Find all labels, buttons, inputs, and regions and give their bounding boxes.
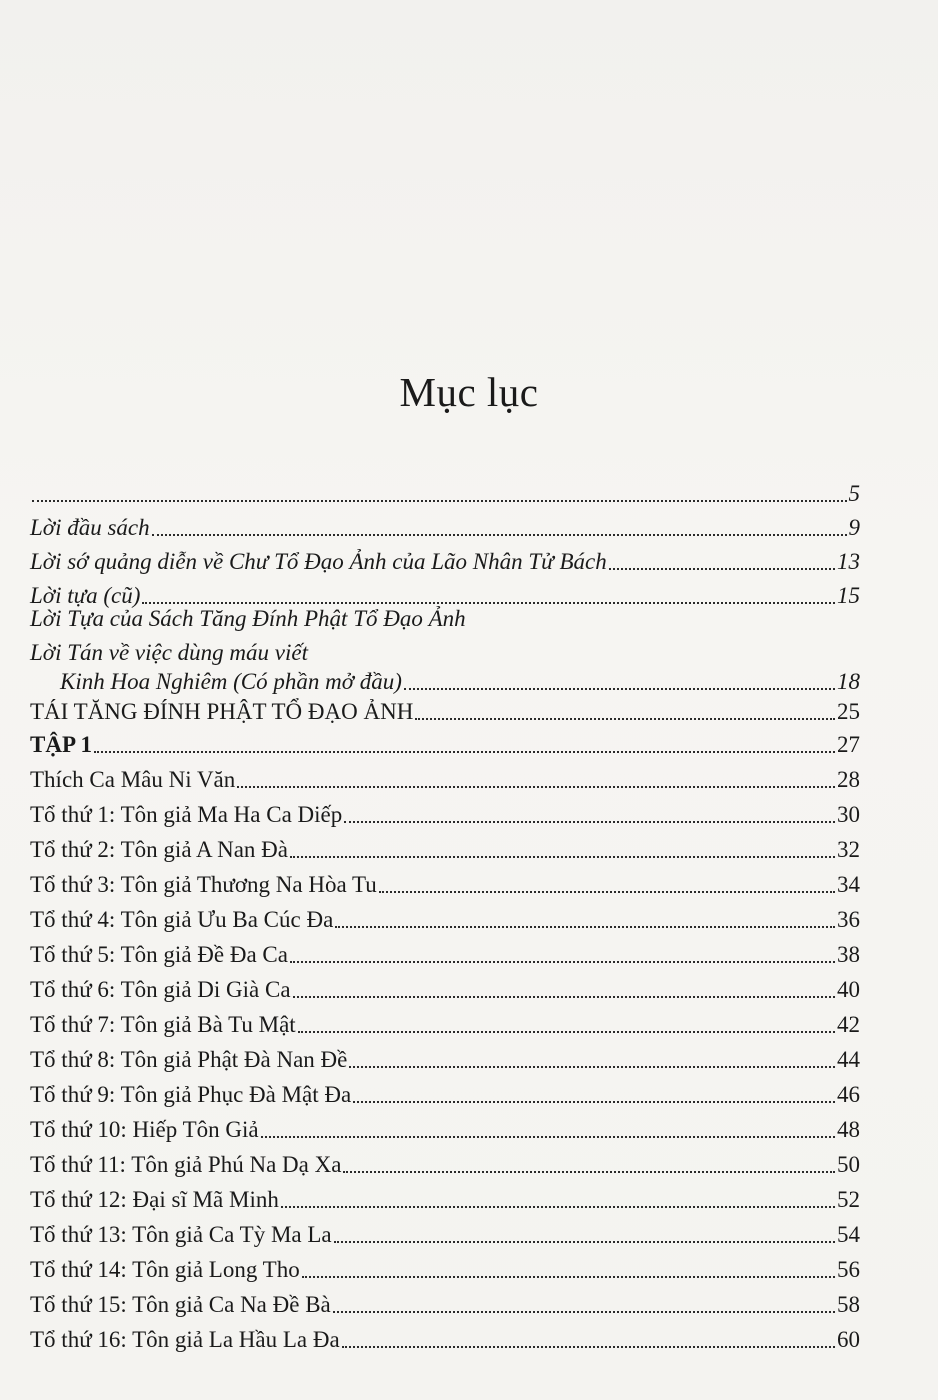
toc-entry-label: Lời sớ quảng diễn về Chư Tổ Đạo Ảnh của Lão Nhân Tử Bách xyxy=(30,549,607,574)
toc-entry-label: Tổ thứ 12: Đại sĩ Mã Minh xyxy=(30,1187,279,1212)
dot-leader xyxy=(94,751,835,753)
toc-entry-label: Tổ thứ 10: Hiếp Tôn Giả xyxy=(30,1117,259,1142)
toc-entry xyxy=(30,871,860,899)
toc-entry-label: Thích Ca Mâu Ni Văn xyxy=(30,767,236,792)
toc-entry-page: 60 xyxy=(837,1327,860,1352)
toc-entry-page: 38 xyxy=(837,942,860,967)
toc-entry-page: 40 xyxy=(837,977,860,1002)
toc-entry-label: Tổ thứ 15: Tôn giả Ca Na Đề Bà xyxy=(30,1292,331,1317)
dot-leader xyxy=(333,1311,835,1313)
dot-leader xyxy=(609,568,835,570)
dot-leader xyxy=(335,926,835,928)
toc-entry xyxy=(30,480,860,508)
dot-leader xyxy=(298,1031,835,1033)
dot-leader xyxy=(142,602,835,604)
toc-entry-page: 44 xyxy=(837,1047,860,1072)
toc-entry-label: Lời tựa (cũ) xyxy=(30,583,141,608)
toc-entry-label: TÁI TĂNG ĐÍNH PHẬT TỔ ĐẠO ẢNH xyxy=(30,699,414,724)
toc-entry-label: Tổ thứ 4: Tôn giả Ưu Ba Cúc Đa xyxy=(30,907,334,932)
toc-entry-page: 28 xyxy=(837,767,860,792)
toc-entry-page: 42 xyxy=(837,1012,860,1037)
dot-leader xyxy=(261,1136,835,1138)
toc-entry-label: Tổ thứ 16: Tôn giả La Hầu La Đa xyxy=(30,1327,340,1352)
page-title: Mục lục xyxy=(399,369,539,415)
toc-entry-page: 58 xyxy=(837,1292,860,1317)
toc-entry xyxy=(30,1046,860,1074)
toc-entry xyxy=(30,514,860,542)
toc-entry xyxy=(30,1011,860,1039)
dot-leader xyxy=(353,1101,835,1103)
dot-leader xyxy=(290,961,835,963)
toc-entry-page: 18 xyxy=(837,669,860,694)
toc-entry-label: Tổ thứ 11: Tôn giả Phú Na Dạ Xa xyxy=(30,1152,342,1177)
toc-entry xyxy=(30,1221,860,1249)
toc-entry-label: Lời Tán về việc dùng máu viết xyxy=(30,640,308,665)
toc-entry-label: Tổ thứ 2: Tôn giả A Nan Đà xyxy=(30,837,288,862)
dot-leader xyxy=(281,1206,835,1208)
toc-entry xyxy=(30,766,860,794)
dot-leader xyxy=(237,786,835,788)
toc-entry-page: 30 xyxy=(837,802,860,827)
dot-leader xyxy=(415,718,835,720)
toc-entry-page: 54 xyxy=(837,1222,860,1247)
toc-entry-page: 48 xyxy=(837,1117,860,1142)
toc-entry xyxy=(30,801,860,829)
dot-leader xyxy=(290,856,835,858)
toc-entry-label: Tổ thứ 9: Tôn giả Phục Đà Mật Đa xyxy=(30,1082,352,1107)
dot-leader xyxy=(152,534,847,536)
toc-entry-label: Lời đầu sách xyxy=(30,515,150,540)
dot-leader xyxy=(349,1066,835,1068)
toc-entry xyxy=(30,548,860,576)
dot-leader xyxy=(379,891,835,893)
dot-leader xyxy=(343,1171,835,1173)
toc-entry-page: 34 xyxy=(837,872,860,897)
toc-entry-page: 46 xyxy=(837,1082,860,1107)
toc-entry xyxy=(30,1116,860,1144)
dot-leader xyxy=(302,1276,835,1278)
toc-entry xyxy=(30,1326,860,1354)
toc-entry-page: 9 xyxy=(848,515,860,540)
toc-entry-page: 25 xyxy=(837,699,860,724)
toc-entry-label: Tổ thứ 14: Tôn giả Long Tho xyxy=(30,1257,300,1282)
toc-entry xyxy=(30,731,860,759)
toc-entry xyxy=(30,1151,860,1179)
toc-entry-page: 13 xyxy=(837,549,860,574)
toc-entry xyxy=(30,836,860,864)
toc-entry-page: 15 xyxy=(837,583,860,608)
dot-leader xyxy=(342,1346,835,1348)
dot-leader xyxy=(344,821,835,823)
toc-entry-page: 52 xyxy=(837,1187,860,1212)
toc-entry-page: 32 xyxy=(837,837,860,862)
toc-entry-label: Tổ thứ 7: Tôn giả Bà Tu Mật xyxy=(30,1012,296,1037)
toc-entry-label: Tổ thứ 13: Tôn giả Ca Tỳ Ma La xyxy=(30,1222,332,1247)
toc-entry xyxy=(30,1291,860,1319)
toc-entry-label: Tổ thứ 6: Tôn giả Di Già Ca xyxy=(30,977,291,1002)
toc-entry xyxy=(30,1256,860,1284)
toc-entry-label: Tổ thứ 8: Tôn giả Phật Đà Nan Đề xyxy=(30,1047,348,1072)
toc-entry xyxy=(30,1081,860,1109)
toc-entry-page: 27 xyxy=(837,732,860,757)
toc-entry-label: Tổ thứ 3: Tôn giả Thương Na Hòa Tu xyxy=(30,872,377,897)
toc-entry xyxy=(60,668,860,696)
toc-entry xyxy=(30,941,860,969)
toc-entry-page: 50 xyxy=(837,1152,860,1177)
toc-entry-label: Lời Tựa của Sách Tăng Đính Phật Tổ Đạo Ảnh xyxy=(30,606,466,631)
dot-leader xyxy=(334,1241,835,1243)
toc-entry-label: Tổ thứ 5: Tôn giả Đề Đa Ca xyxy=(30,942,288,967)
toc-entry-page: 5 xyxy=(848,481,860,506)
toc-entry-page: 36 xyxy=(837,907,860,932)
toc-entry xyxy=(30,1186,860,1214)
toc-entry-label: TẬP 1 xyxy=(30,732,92,757)
toc-entry xyxy=(30,976,860,1004)
toc-entry xyxy=(30,906,860,934)
dot-leader xyxy=(293,996,835,998)
dot-leader xyxy=(32,500,847,502)
toc-entry xyxy=(30,698,860,726)
toc-entry-label: Tổ thứ 1: Tôn giả Ma Ha Ca Diếp xyxy=(30,802,343,827)
toc-entry-label: Kinh Hoa Nghiêm (Có phần mở đầu) xyxy=(60,669,402,694)
dot-leader xyxy=(404,688,835,690)
toc-entry-page: 56 xyxy=(837,1257,860,1282)
